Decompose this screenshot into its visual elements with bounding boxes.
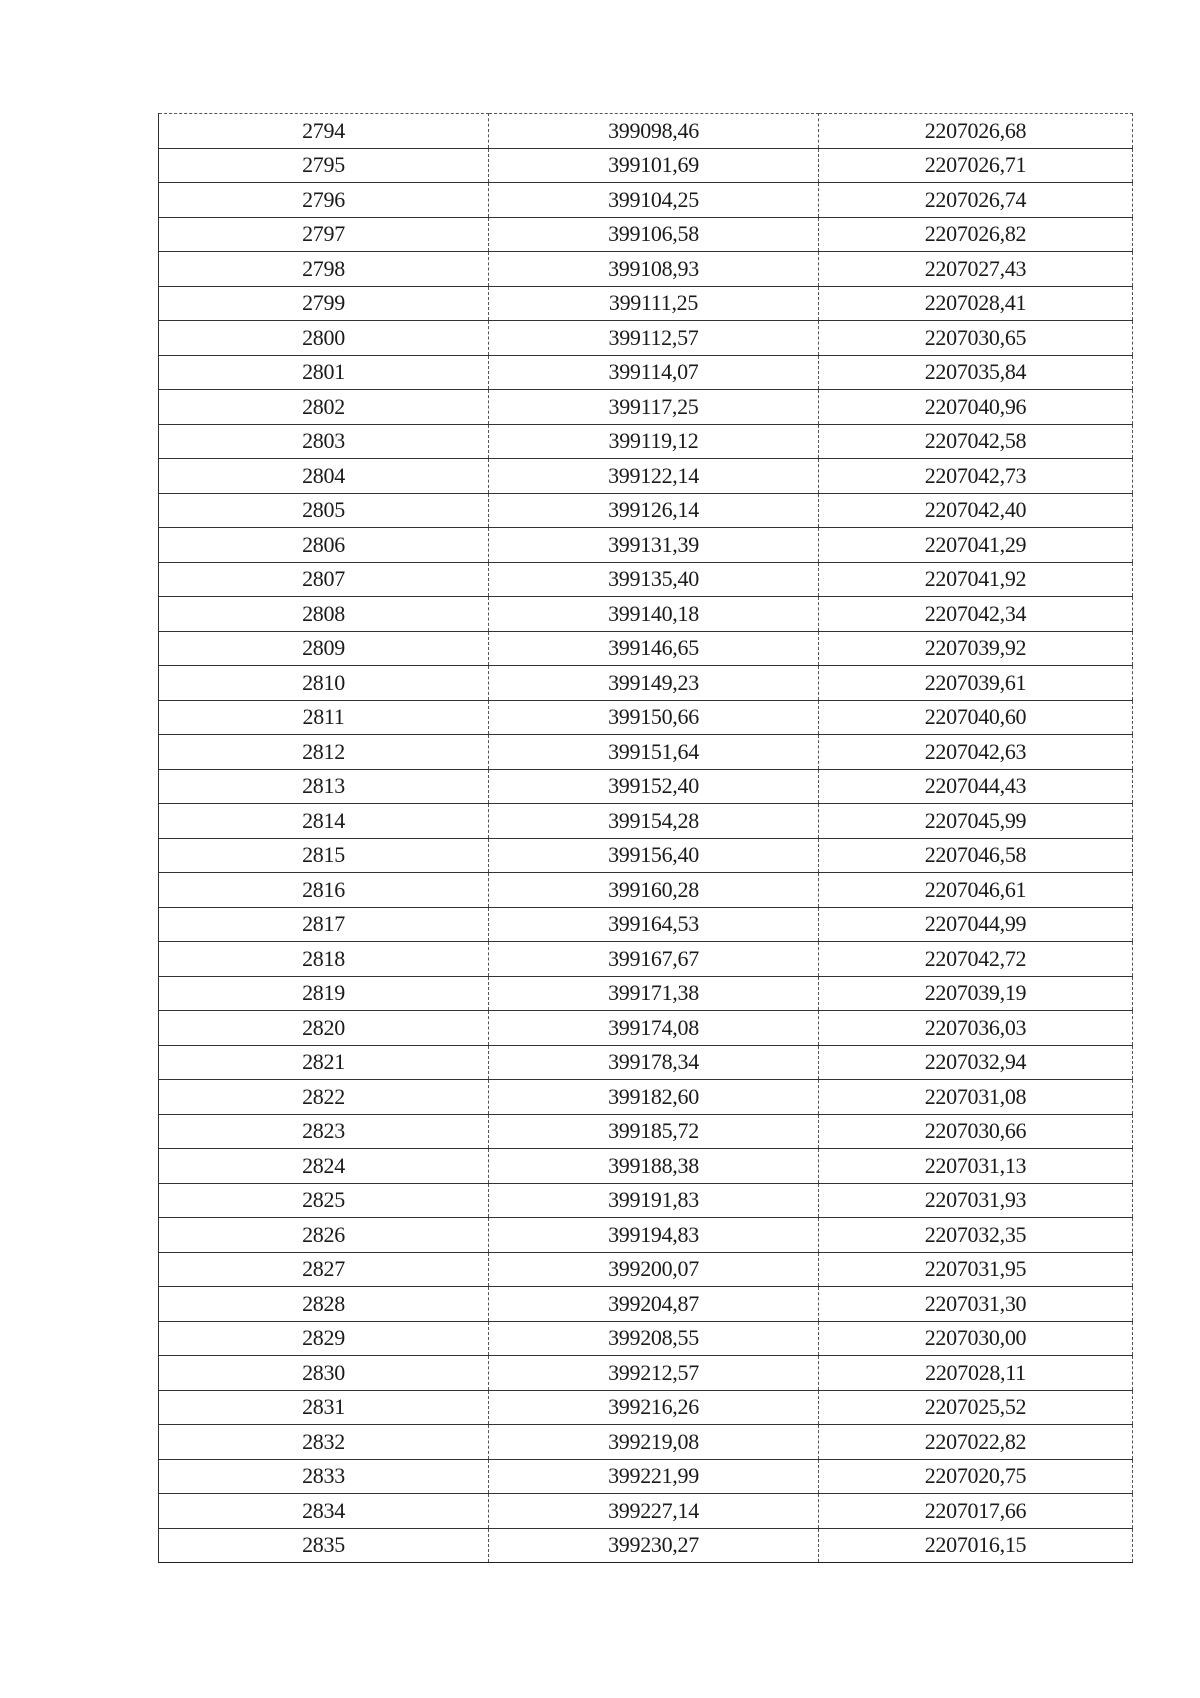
x-coordinate-cell: 399188,38 [489,1149,819,1184]
point-number-cell: 2816 [159,873,489,908]
table-row [159,1218,1133,1253]
y-coordinate-cell: 2207039,92 [819,631,1133,666]
x-coordinate-cell: 399185,72 [489,1114,819,1149]
point-number-cell: 2824 [159,1149,489,1184]
point-number-cell: 2805 [159,493,489,528]
y-coordinate-cell: 2207028,11 [819,1356,1133,1391]
y-coordinate-cell: 2207031,08 [819,1080,1133,1115]
x-coordinate-cell: 399178,34 [489,1045,819,1080]
x-coordinate-cell: 399174,08 [489,1011,819,1046]
table-row [159,838,1133,873]
x-coordinate-cell: 399101,69 [489,148,819,183]
table-row [159,976,1133,1011]
x-coordinate-cell: 399119,12 [489,424,819,459]
table-row [159,1114,1133,1149]
table-row [159,1528,1133,1563]
y-coordinate-cell: 2207046,61 [819,873,1133,908]
x-coordinate-cell: 399135,40 [489,562,819,597]
y-coordinate-cell: 2207016,15 [819,1528,1133,1563]
point-number-cell: 2817 [159,907,489,942]
x-coordinate-cell: 399219,08 [489,1425,819,1460]
table-row [159,1011,1133,1046]
y-coordinate-cell: 2207039,61 [819,666,1133,701]
x-coordinate-cell: 399131,39 [489,528,819,563]
table-row [159,1149,1133,1184]
point-number-cell: 2806 [159,528,489,563]
y-coordinate-cell: 2207042,72 [819,942,1133,977]
point-number-cell: 2794 [159,114,489,149]
y-coordinate-cell: 2207030,00 [819,1321,1133,1356]
x-coordinate-cell: 399108,93 [489,252,819,287]
y-coordinate-cell: 2207017,66 [819,1494,1133,1529]
table-row [159,1494,1133,1529]
table-row [159,183,1133,218]
table-row [159,459,1133,494]
point-number-cell: 2825 [159,1183,489,1218]
table-row [159,493,1133,528]
point-number-cell: 2809 [159,631,489,666]
point-number-cell: 2829 [159,1321,489,1356]
table-row [159,1356,1133,1391]
point-number-cell: 2803 [159,424,489,459]
x-coordinate-cell: 399150,66 [489,700,819,735]
y-coordinate-cell: 2207042,34 [819,597,1133,632]
point-number-cell: 2814 [159,804,489,839]
x-coordinate-cell: 399106,58 [489,217,819,252]
y-coordinate-cell: 2207026,68 [819,114,1133,149]
x-coordinate-cell: 399182,60 [489,1080,819,1115]
coordinates-table [158,113,1133,1563]
table-row [159,424,1133,459]
y-coordinate-cell: 2207026,82 [819,217,1133,252]
y-coordinate-cell: 2207031,13 [819,1149,1133,1184]
point-number-cell: 2812 [159,735,489,770]
y-coordinate-cell: 2207042,63 [819,735,1133,770]
point-number-cell: 2820 [159,1011,489,1046]
table-row [159,597,1133,632]
point-number-cell: 2818 [159,942,489,977]
coordinates-table-body [159,114,1133,1563]
x-coordinate-cell: 399216,26 [489,1390,819,1425]
y-coordinate-cell: 2207041,29 [819,528,1133,563]
table-row [159,1045,1133,1080]
y-coordinate-cell: 2207025,52 [819,1390,1133,1425]
x-coordinate-cell: 399208,55 [489,1321,819,1356]
table-row [159,562,1133,597]
y-coordinate-cell: 2207042,73 [819,459,1133,494]
table-row [159,769,1133,804]
y-coordinate-cell: 2207040,60 [819,700,1133,735]
table-row [159,1287,1133,1322]
point-number-cell: 2821 [159,1045,489,1080]
point-number-cell: 2802 [159,390,489,425]
table-row [159,217,1133,252]
point-number-cell: 2813 [159,769,489,804]
point-number-cell: 2799 [159,286,489,321]
y-coordinate-cell: 2207044,43 [819,769,1133,804]
x-coordinate-cell: 399140,18 [489,597,819,632]
table-row [159,286,1133,321]
table-row [159,942,1133,977]
point-number-cell: 2808 [159,597,489,632]
y-coordinate-cell: 2207032,35 [819,1218,1133,1253]
point-number-cell: 2823 [159,1114,489,1149]
x-coordinate-cell: 399212,57 [489,1356,819,1391]
y-coordinate-cell: 2207030,66 [819,1114,1133,1149]
x-coordinate-cell: 399098,46 [489,114,819,149]
table-row [159,148,1133,183]
point-number-cell: 2831 [159,1390,489,1425]
y-coordinate-cell: 2207026,74 [819,183,1133,218]
x-coordinate-cell: 399221,99 [489,1459,819,1494]
x-coordinate-cell: 399200,07 [489,1252,819,1287]
point-number-cell: 2795 [159,148,489,183]
point-number-cell: 2833 [159,1459,489,1494]
table-row [159,321,1133,356]
y-coordinate-cell: 2207031,30 [819,1287,1133,1322]
y-coordinate-cell: 2207045,99 [819,804,1133,839]
x-coordinate-cell: 399160,28 [489,873,819,908]
x-coordinate-cell: 399126,14 [489,493,819,528]
table-row [159,1459,1133,1494]
x-coordinate-cell: 399164,53 [489,907,819,942]
point-number-cell: 2835 [159,1528,489,1563]
x-coordinate-cell: 399111,25 [489,286,819,321]
table-row [159,666,1133,701]
y-coordinate-cell: 2207030,65 [819,321,1133,356]
point-number-cell: 2800 [159,321,489,356]
point-number-cell: 2826 [159,1218,489,1253]
x-coordinate-cell: 399104,25 [489,183,819,218]
y-coordinate-cell: 2207040,96 [819,390,1133,425]
y-coordinate-cell: 2207046,58 [819,838,1133,873]
point-number-cell: 2801 [159,355,489,390]
x-coordinate-cell: 399117,25 [489,390,819,425]
table-row [159,1390,1133,1425]
x-coordinate-cell: 399152,40 [489,769,819,804]
x-coordinate-cell: 399204,87 [489,1287,819,1322]
y-coordinate-cell: 2207020,75 [819,1459,1133,1494]
point-number-cell: 2810 [159,666,489,701]
table-row [159,1183,1133,1218]
point-number-cell: 2811 [159,700,489,735]
table-row [159,1080,1133,1115]
table-row [159,1252,1133,1287]
table-row [159,1321,1133,1356]
y-coordinate-cell: 2207041,92 [819,562,1133,597]
point-number-cell: 2798 [159,252,489,287]
x-coordinate-cell: 399149,23 [489,666,819,701]
table-row [159,252,1133,287]
point-number-cell: 2822 [159,1080,489,1115]
y-coordinate-cell: 2207035,84 [819,355,1133,390]
table-row [159,700,1133,735]
y-coordinate-cell: 2207031,93 [819,1183,1133,1218]
table-row [159,907,1133,942]
point-number-cell: 2819 [159,976,489,1011]
x-coordinate-cell: 399151,64 [489,735,819,770]
point-number-cell: 2804 [159,459,489,494]
y-coordinate-cell: 2207028,41 [819,286,1133,321]
table-row [159,804,1133,839]
y-coordinate-cell: 2207022,82 [819,1425,1133,1460]
y-coordinate-cell: 2207026,71 [819,148,1133,183]
y-coordinate-cell: 2207042,58 [819,424,1133,459]
x-coordinate-cell: 399146,65 [489,631,819,666]
y-coordinate-cell: 2207042,40 [819,493,1133,528]
table-row [159,528,1133,563]
x-coordinate-cell: 399122,14 [489,459,819,494]
x-coordinate-cell: 399112,57 [489,321,819,356]
point-number-cell: 2832 [159,1425,489,1460]
y-coordinate-cell: 2207027,43 [819,252,1133,287]
point-number-cell: 2834 [159,1494,489,1529]
point-number-cell: 2796 [159,183,489,218]
x-coordinate-cell: 399191,83 [489,1183,819,1218]
point-number-cell: 2807 [159,562,489,597]
x-coordinate-cell: 399227,14 [489,1494,819,1529]
table-row [159,735,1133,770]
table-row [159,355,1133,390]
x-coordinate-cell: 399171,38 [489,976,819,1011]
x-coordinate-cell: 399156,40 [489,838,819,873]
point-number-cell: 2828 [159,1287,489,1322]
y-coordinate-cell: 2207039,19 [819,976,1133,1011]
point-number-cell: 2815 [159,838,489,873]
y-coordinate-cell: 2207032,94 [819,1045,1133,1080]
table-row [159,873,1133,908]
y-coordinate-cell: 2207031,95 [819,1252,1133,1287]
x-coordinate-cell: 399167,67 [489,942,819,977]
x-coordinate-cell: 399194,83 [489,1218,819,1253]
x-coordinate-cell: 399230,27 [489,1528,819,1563]
point-number-cell: 2830 [159,1356,489,1391]
table-row [159,631,1133,666]
x-coordinate-cell: 399154,28 [489,804,819,839]
y-coordinate-cell: 2207044,99 [819,907,1133,942]
point-number-cell: 2797 [159,217,489,252]
table-row [159,390,1133,425]
table-row [159,1425,1133,1460]
y-coordinate-cell: 2207036,03 [819,1011,1133,1046]
table-row [159,114,1133,149]
point-number-cell: 2827 [159,1252,489,1287]
x-coordinate-cell: 399114,07 [489,355,819,390]
